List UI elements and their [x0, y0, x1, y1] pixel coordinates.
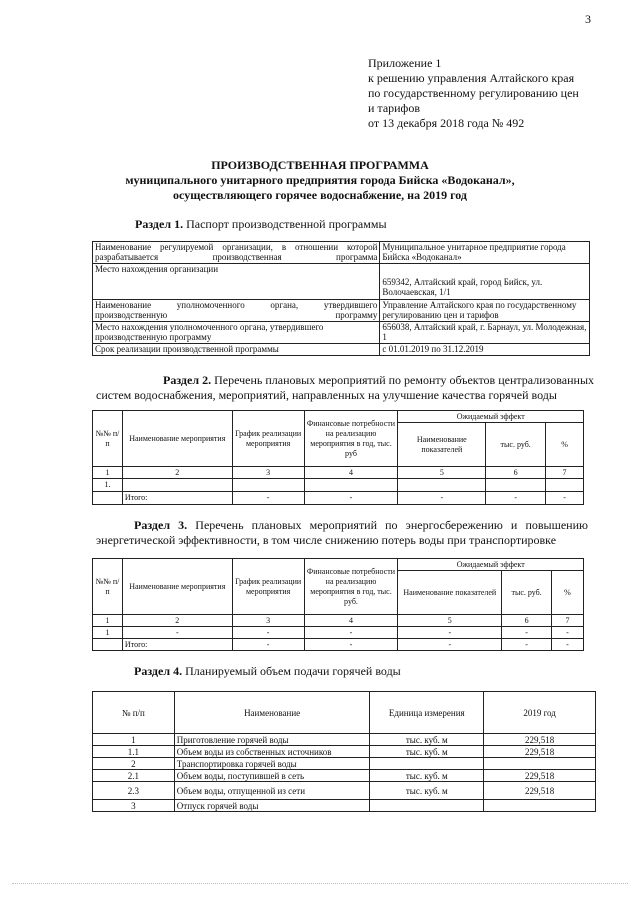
- table-cell: -: [398, 639, 502, 651]
- table-row: [93, 242, 590, 264]
- section2-heading-cont: систем водоснабжения, мероприятий, направленных на улучшение качества горячей воды: [96, 388, 557, 402]
- table-row: [93, 264, 590, 300]
- header-name: Наименование мероприятия: [122, 559, 232, 615]
- table-cell: -: [232, 639, 304, 651]
- section3-heading: [134, 518, 588, 533]
- section1-heading: [135, 217, 387, 232]
- table-cell: 3: [232, 467, 304, 479]
- table-cell: Управление Алтайского края по государственному регулированию цен и тарифов: [380, 300, 590, 322]
- table-cell: 3: [232, 615, 304, 627]
- section4-heading: [134, 664, 401, 679]
- table-cell: 2: [122, 467, 232, 479]
- header-num: №№ п/п: [93, 411, 123, 467]
- section-title: Планируемый объем подачи горячей воды: [185, 664, 401, 678]
- total-label: Итого:: [122, 492, 232, 505]
- table-cell: [546, 479, 584, 492]
- header-name: Наименование мероприятия: [122, 411, 232, 467]
- table-cell: 6: [502, 615, 552, 627]
- table-cell: 4: [304, 467, 398, 479]
- header-unit: Единица измерения: [370, 692, 484, 734]
- section-number: Раздел 2.: [163, 373, 212, 387]
- section-title: Перечень плановых мероприятий по энергосбережению и повышению: [195, 518, 588, 532]
- section-number: Раздел 4.: [134, 664, 183, 678]
- header-finance: Финансовые потребности на реализацию мероприятия в год, тыс. руб: [304, 411, 398, 467]
- table-cell: Объем воды из собственных источников: [174, 746, 370, 758]
- header-schedule: График реализации мероприятия: [232, 559, 304, 615]
- table-cell: Отпуск горячей воды: [174, 800, 370, 812]
- table-cell: с 01.01.2019 по 31.12.2019: [380, 344, 590, 356]
- table-cell: 1: [93, 734, 175, 746]
- table-cell: 5: [398, 615, 502, 627]
- appendix-line: к решению управления Алтайского края: [368, 71, 575, 85]
- table-cell: [93, 492, 123, 505]
- section-title: Паспорт производственной программы: [186, 217, 387, 231]
- table-cell: 1.1: [93, 746, 175, 758]
- table-cell: 2.1: [93, 770, 175, 782]
- appendix-line: Приложение 1: [368, 56, 442, 70]
- table-row: [93, 627, 584, 639]
- table-cell: [398, 479, 486, 492]
- header-pct: %: [552, 571, 584, 615]
- table-cell: [484, 800, 596, 812]
- header-finance: Финансовые потребности на реализацию мероприятия в год, тыс. руб.: [304, 559, 398, 615]
- header-pct: %: [546, 423, 584, 467]
- section-number: Раздел 3.: [134, 518, 188, 532]
- table-cell: [93, 639, 123, 651]
- table-cell: тыс. куб. м: [370, 770, 484, 782]
- table-cell: 2: [93, 758, 175, 770]
- table-cell: -: [304, 492, 398, 505]
- table-cell: -: [232, 492, 304, 505]
- table-cell: 6: [486, 467, 546, 479]
- table-cell: [370, 758, 484, 770]
- header-schedule: График реализации мероприятия: [232, 411, 304, 467]
- header-indicator: Наименование показателей: [398, 423, 486, 467]
- table-row: [93, 746, 596, 758]
- appendix-line: и тарифов: [368, 101, 421, 115]
- table-cell: -: [546, 492, 584, 505]
- appendix-line: от 13 декабря 2018 года № 492: [368, 116, 525, 130]
- column-number-row: [93, 467, 584, 479]
- table-cell: Место нахождения уполномоченного органа, утвердившего производственную программу: [93, 322, 380, 344]
- table-cell: Объем воды, отпущенной из сети: [174, 782, 370, 800]
- header-thous: тыс. руб.: [502, 571, 552, 615]
- table-cell: 1: [93, 627, 123, 639]
- table-row: [93, 300, 590, 322]
- header-indicator: Наименование показателей: [398, 571, 502, 615]
- repair-measures-table: [92, 410, 584, 505]
- total-label: Итого:: [122, 639, 232, 651]
- header-num: №№ п/п: [93, 559, 123, 615]
- table-cell: -: [552, 627, 584, 639]
- table-row: [93, 322, 590, 344]
- table-cell: 4: [304, 615, 398, 627]
- table-cell: -: [122, 627, 232, 639]
- table-header-row: [93, 559, 584, 571]
- column-number-row: [93, 615, 584, 627]
- table-header-row: [93, 411, 584, 423]
- document-title: ПРОИЗВОДСТВЕННАЯ ПРОГРАММА: [211, 158, 429, 172]
- table-cell: -: [304, 627, 398, 639]
- table-cell: [484, 758, 596, 770]
- table-cell: [304, 479, 398, 492]
- section-title: Перечень плановых мероприятий по ремонту объектов централизованных: [214, 373, 595, 387]
- table-row: [93, 479, 584, 492]
- page-bottom-divider: [12, 883, 628, 884]
- header-year: 2019 год: [484, 692, 596, 734]
- table-cell: Приготовление горячей воды: [174, 734, 370, 746]
- page-number: 3: [585, 12, 591, 26]
- table-cell: 1.: [93, 479, 123, 492]
- table-cell: тыс. куб. м: [370, 734, 484, 746]
- table-cell: 659342, Алтайский край, город Бийск, ул. Волочаевская, 1/1: [380, 264, 590, 300]
- table-cell: -: [486, 492, 546, 505]
- table-cell: 3: [93, 800, 175, 812]
- table-cell: -: [502, 627, 552, 639]
- table-cell: 1: [93, 467, 123, 479]
- table-cell: 229,518: [484, 746, 596, 758]
- table-cell: Место нахождения организации: [93, 264, 380, 300]
- table-cell: Наименование уполномоченного органа, утвердившего производственную программу: [93, 300, 380, 322]
- table-cell: Муниципальное унитарное предприятие города Бийска «Водоканал»: [380, 242, 590, 264]
- table-cell: -: [232, 627, 304, 639]
- table-row: [93, 800, 596, 812]
- table-cell: [486, 479, 546, 492]
- appendix-line: по государственному регулированию цен: [368, 86, 579, 100]
- table-cell: 7: [552, 615, 584, 627]
- table-cell: 229,518: [484, 770, 596, 782]
- hot-water-volume-table: [92, 691, 596, 812]
- table-row: [93, 344, 590, 356]
- table-row: [93, 782, 596, 800]
- table-row: [93, 734, 596, 746]
- table-cell: 229,518: [484, 782, 596, 800]
- table-row: [93, 770, 596, 782]
- table-cell: 5: [398, 467, 486, 479]
- table-cell: Транспортировка горячей воды: [174, 758, 370, 770]
- table-cell: 229,518: [484, 734, 596, 746]
- header-num: № п/п: [93, 692, 175, 734]
- table-header-row: [93, 692, 596, 734]
- table-cell: тыс. куб. м: [370, 782, 484, 800]
- table-cell: -: [398, 627, 502, 639]
- document-subtitle: муниципального унитарного предприятия города Бийска «Водоканал»,: [125, 173, 515, 187]
- document-subtitle: осуществляющего горячее водоснабжение, на 2019 год: [173, 188, 467, 202]
- header-effect: Ожидаемый эффект: [398, 411, 584, 423]
- passport-table: [92, 241, 590, 356]
- table-cell: 2.3: [93, 782, 175, 800]
- table-cell: -: [502, 639, 552, 651]
- table-total-row: [93, 639, 584, 651]
- table-cell: Объем воды, поступившей в сеть: [174, 770, 370, 782]
- table-cell: 1: [93, 615, 123, 627]
- table-cell: -: [304, 639, 398, 651]
- appendix-block: [368, 56, 630, 131]
- header-name: Наименование: [174, 692, 370, 734]
- section-number: Раздел 1.: [135, 217, 184, 231]
- table-cell: [370, 800, 484, 812]
- section2-heading: [163, 373, 594, 388]
- table-cell: -: [552, 639, 584, 651]
- table-cell: Срок реализации производственной программы: [93, 344, 380, 356]
- table-cell: 7: [546, 467, 584, 479]
- header-thous: тыс. руб.: [486, 423, 546, 467]
- section3-heading-cont: энергетической эффективности, в том числе снижению потерь воды при транспортировке: [96, 533, 557, 547]
- table-cell: Наименование регулируемой организации, в отношении которой разрабатывается производственная программа: [93, 242, 380, 264]
- table-cell: [122, 479, 232, 492]
- table-total-row: [93, 492, 584, 505]
- table-cell: [232, 479, 304, 492]
- table-cell: -: [398, 492, 486, 505]
- table-cell: 656038, Алтайский край, г. Барнаул, ул. Молодежная, 1: [380, 322, 590, 344]
- energy-saving-table: [92, 558, 584, 651]
- table-row: [93, 758, 596, 770]
- table-cell: тыс. куб. м: [370, 746, 484, 758]
- table-cell: 2: [122, 615, 232, 627]
- header-effect: Ожидаемый эффект: [398, 559, 584, 571]
